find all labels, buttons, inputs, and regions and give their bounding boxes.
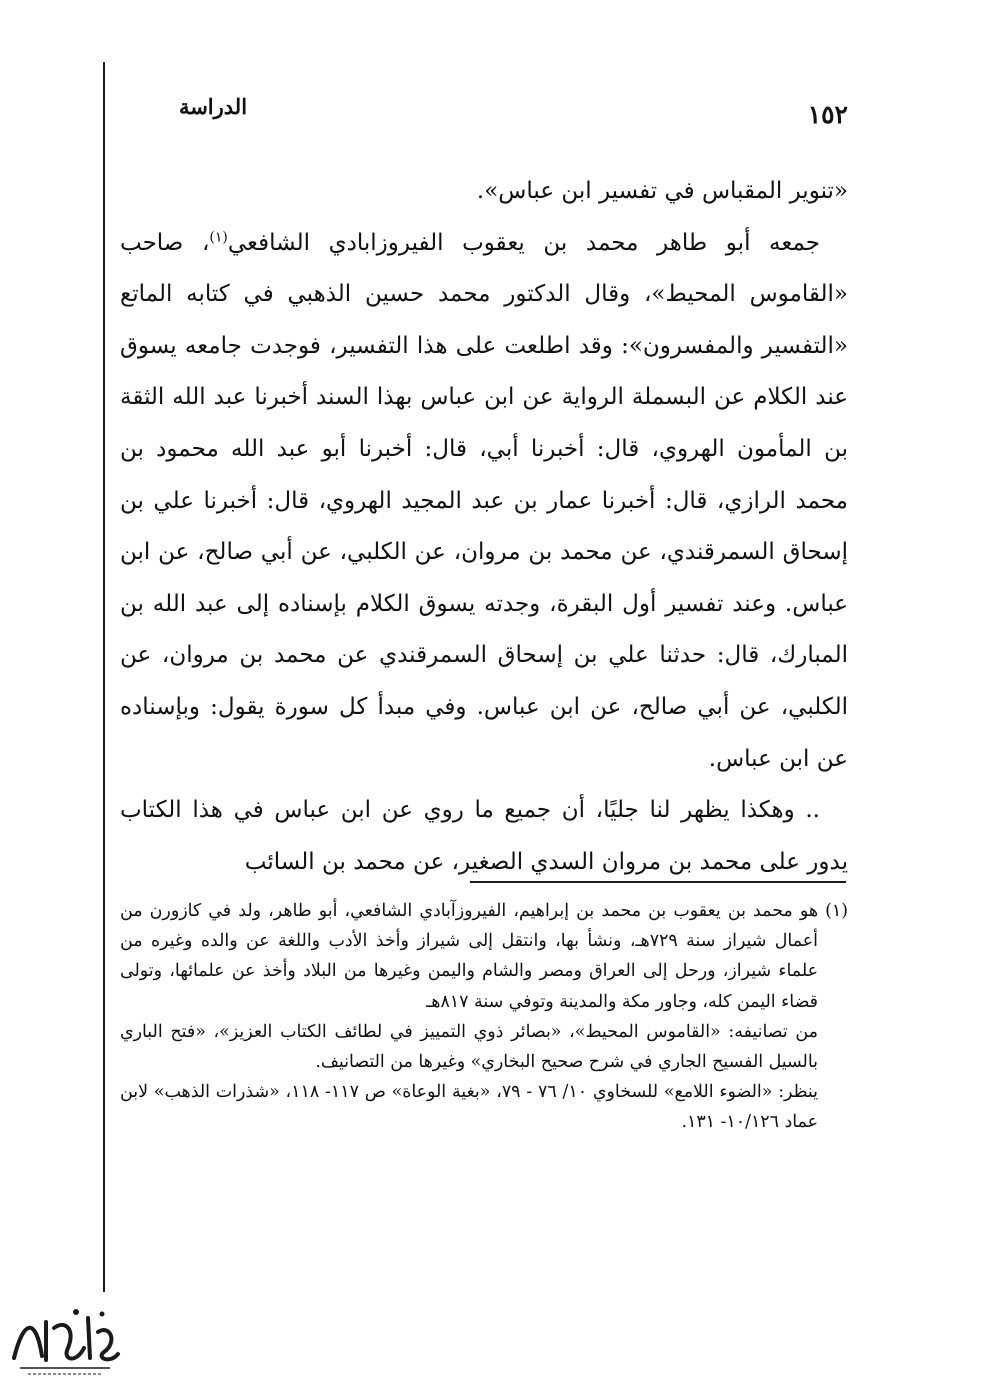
library-stamp-logo [6, 1298, 124, 1380]
running-header-title: الدراسة [178, 94, 248, 119]
paragraph-2-start: جمعه أبو طاهر محمد بن يعقوب الفيروزابادي الشافعي [227, 229, 820, 256]
page-number: ١٥٢ [807, 100, 848, 129]
footnote-1-works: من تصانيفه: «القاموس المحيط»، «بصائر ذوي التمييز في لطائف الكتاب العزيز»، «فتح الباري بالسيل الفسيح الجاري في شرح صحيح البخاري» وغيرها من التصانيف. [120, 1021, 818, 1073]
footnote-1-text: هو محمد بن يعقوب بن محمد بن إبراهيم، الفيروزآبادي الشافعي، أبو طاهر، ولد في كازورن من أعمال شيراز سنة ٧٢٩هـ، ونشأ بها، وانتقل إلى شيراز وأخذ الأدب واللغة عن والده وغيره من علماء شيراز، ورحل إلى العراق ومصر والشام واليمن وغيرها من البلاد وأخذ عن علمائها، وتولى قضاء اليمن كله، وجاور مكة والمدينة وتوفي سنة ٨١٧هـ [120, 901, 818, 1012]
main-text [120, 166, 848, 888]
footnote-1 [120, 896, 848, 1017]
paragraph-2 [120, 218, 848, 786]
paragraph-2-rest: ، صاحب «القاموس المحيط»، وقال الدكتور محمد حسين الذهبي في كتابه الماتع «التفسير والمفسرون»: وقد اطلعت على هذا التفسير، فوجدت جامعه يسوق عند الكلام عن البسملة الرواية عن ابن عباس بهذا السند أخبرنا عبد الله الثقة بن المأمون الهروي، قال: أخبرنا أبي، قال: أخبرنا أبو عبد الله محمود بن محمد الرازي، قال: أخبرنا عمار بن عبد المجيد الهروي، قال: أخبرنا علي بن إسحاق السمرقندي، عن محمد بن مروان، عن الكلبي، عن أبي صالح، عن ابن عباس. وعند تفسير أول البقرة، وجدته يسوق الكلام بإسناده إلى عبد الله بن المبارك، قال: حدثنا علي بن إسحاق السمرقندي عن محمد بن مروان، عن الكلبي، عن أبي صالح، عن ابن عباس. وفي مبدأ كل سورة يقول: وبإسناده عن ابن عباس. [120, 229, 848, 772]
footnote-1-sources: ينظر: «الضوء اللامع» للسخاوي ١٠/ ٧٦ - ٧٩، «بغية الوعاة» ص ١١٧- ١١٨، «شذرات الذهب» لابن عماد ١٠/١٢٦- ١٣١. [120, 1082, 819, 1133]
footnote-reference[interactable]: (١) [209, 228, 228, 245]
paragraph-1: «تنوير المقباس في تفسير ابن عباس». [476, 178, 848, 204]
footnote-marker: (١) [825, 901, 848, 921]
footnotes [120, 896, 848, 1138]
margin-rule [103, 62, 105, 1292]
paragraph-3: .. وهكذا يظهر لنا جليًا، أن جميع ما روي عن ابن عباس في هذا الكتاب يدور على محمد بن مروان السدي الصغير، عن محمد بن السائب [120, 797, 848, 875]
footnote-separator [470, 881, 846, 883]
